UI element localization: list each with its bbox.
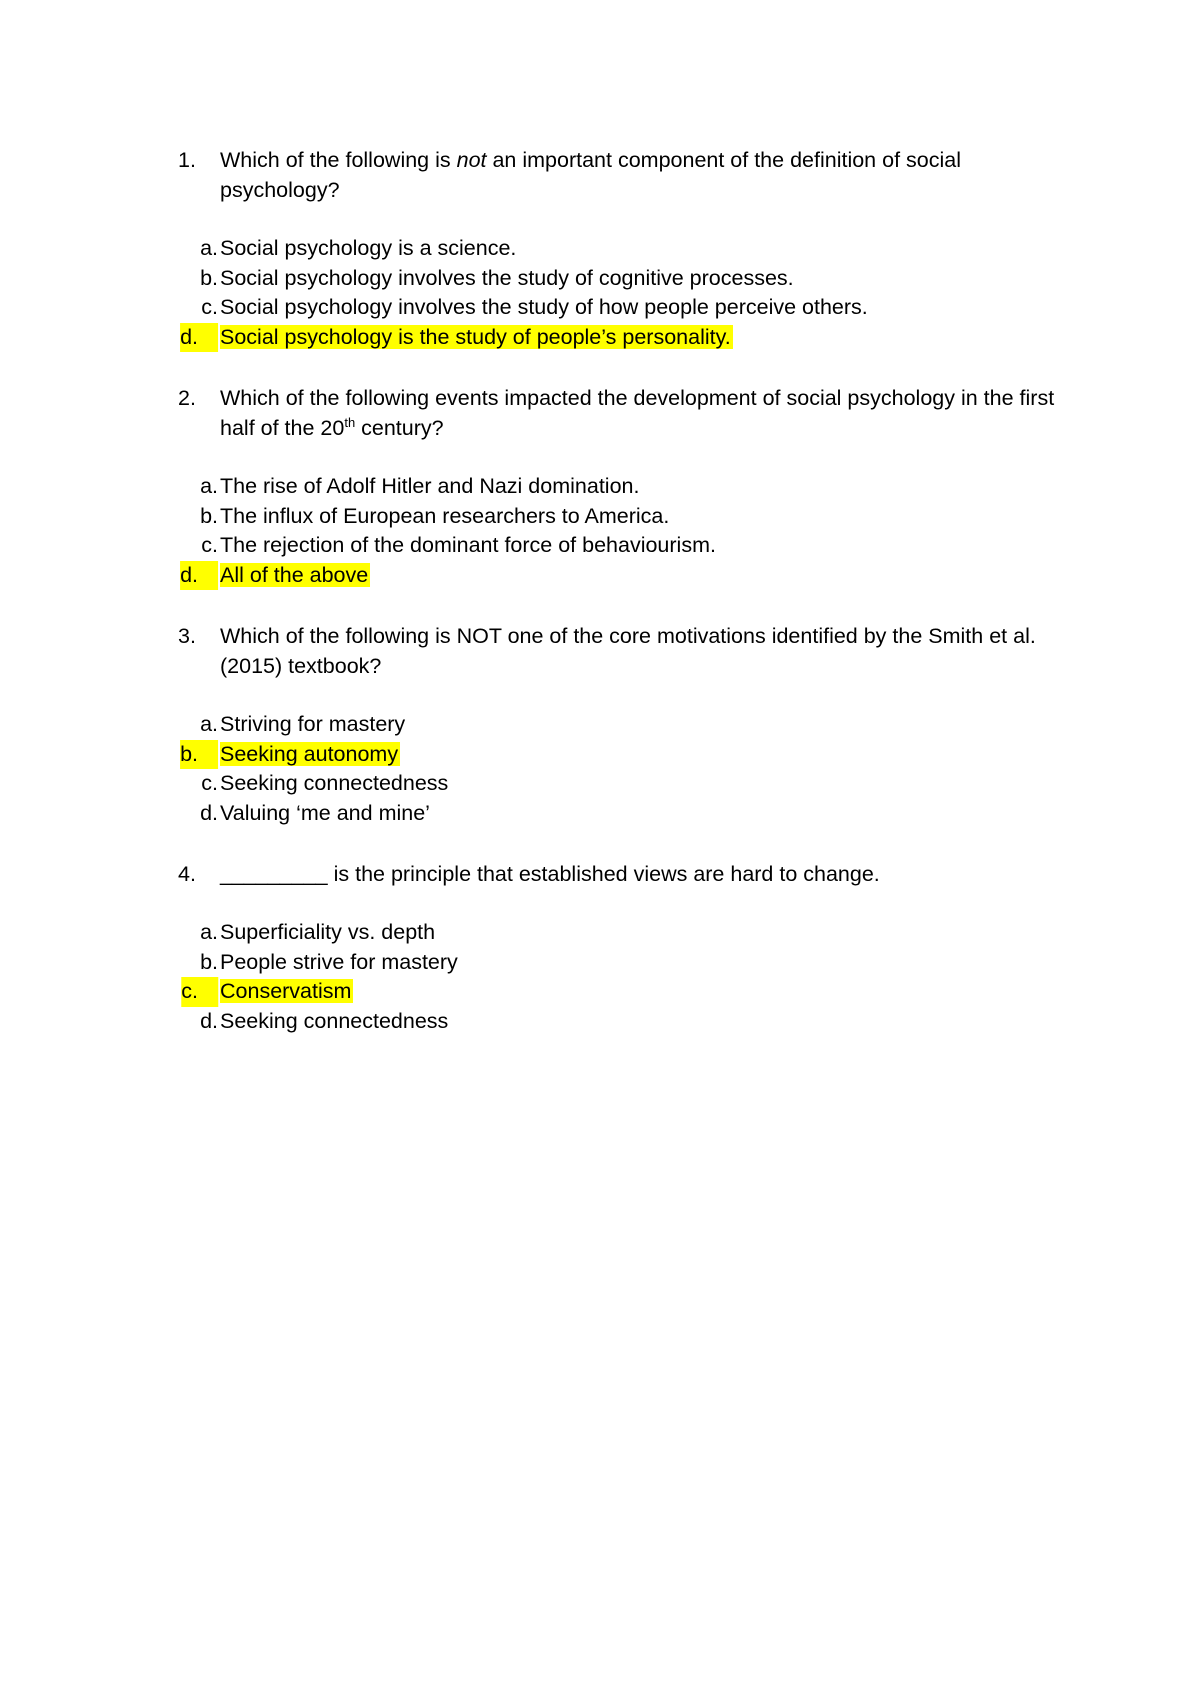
option-list [178, 472, 1078, 590]
question-stem [178, 145, 1078, 205]
stem-text: Which of the following is [220, 148, 457, 172]
option-list [178, 710, 1078, 828]
question-2 [178, 383, 1078, 590]
option-text: People strive for mastery [220, 949, 458, 974]
option-b [178, 948, 1078, 978]
option-text: All of the above [220, 562, 369, 587]
option-text: Seeking connectedness [220, 1008, 449, 1033]
option-letter: b. [200, 949, 218, 974]
option-text: Social psychology is the study of people’s personality. [220, 324, 731, 349]
stem-text: Which of the following is NOT one of the core motivations identified by the Smith et al. (2015) textbook? [220, 624, 1036, 678]
option-text: The rise of Adolf Hitler and Nazi domination. [220, 474, 640, 498]
stem-text: Which of the following events impacted the development of social psychology in the first half of the 20 [220, 386, 1055, 440]
option-list [178, 234, 1078, 352]
option-letter: d. [180, 323, 218, 353]
option-b [178, 502, 1078, 532]
question-3 [178, 621, 1078, 828]
stem-emphasis: not [456, 148, 487, 172]
question-number: 1. [178, 148, 196, 172]
option-text: Seeking connectedness [220, 771, 449, 795]
option-c [178, 293, 1078, 323]
fill-in-blank: _________ [220, 862, 328, 886]
option-d-highlighted-answer [178, 561, 1078, 591]
option-d [178, 1007, 1078, 1037]
option-c [178, 531, 1078, 561]
question-4 [178, 859, 1078, 1036]
option-letter: c. [201, 771, 218, 795]
stem-text: is the principle that established views are hard to change. [327, 862, 880, 886]
option-letter: a. [200, 474, 218, 498]
option-letter: d. [200, 1008, 218, 1033]
option-letter: b. [200, 265, 218, 290]
question-number: 2. [178, 386, 196, 410]
option-text: Superficiality vs. depth [220, 920, 436, 944]
superscript: th [344, 414, 356, 430]
option-letter: b. [200, 503, 218, 528]
option-text: Striving for mastery [220, 712, 406, 736]
option-b [178, 264, 1078, 294]
question-number: 4. [178, 862, 196, 886]
option-a [178, 472, 1078, 502]
option-text: Conservatism [220, 979, 352, 1003]
option-list [178, 918, 1078, 1036]
question-stem [178, 621, 1078, 681]
question-1 [178, 145, 1078, 352]
stem-text: century? [355, 416, 444, 440]
option-letter: c. [201, 295, 218, 319]
option-letter: d. [180, 561, 218, 591]
option-text: The rejection of the dominant force of behaviourism. [220, 533, 716, 557]
option-text: Valuing ‘me and mine’ [220, 800, 430, 825]
question-stem [178, 383, 1078, 443]
option-c-highlighted-answer [178, 977, 1078, 1007]
option-a [178, 918, 1078, 948]
option-letter: c. [201, 533, 218, 557]
question-stem [178, 859, 1078, 889]
option-text: Social psychology involves the study of cognitive processes. [220, 265, 794, 290]
option-letter: a. [200, 920, 218, 944]
question-number: 3. [178, 624, 196, 648]
option-letter: d. [200, 800, 218, 825]
option-text: Seeking autonomy [220, 741, 399, 766]
option-text: Social psychology involves the study of how people perceive others. [220, 295, 868, 319]
option-letter: b. [180, 740, 218, 770]
option-a [178, 710, 1078, 740]
stem-text: an important component of the definition of social psychology? [220, 148, 961, 202]
option-letter: a. [200, 236, 218, 260]
option-letter: a. [200, 712, 218, 736]
option-c [178, 769, 1078, 799]
option-d-highlighted-answer [178, 323, 1078, 353]
option-a [178, 234, 1078, 264]
option-letter: c. [181, 977, 218, 1007]
option-d [178, 799, 1078, 829]
option-b-highlighted-answer [178, 740, 1078, 770]
option-text: The influx of European researchers to America. [220, 503, 670, 528]
option-text: Social psychology is a science. [220, 236, 517, 260]
